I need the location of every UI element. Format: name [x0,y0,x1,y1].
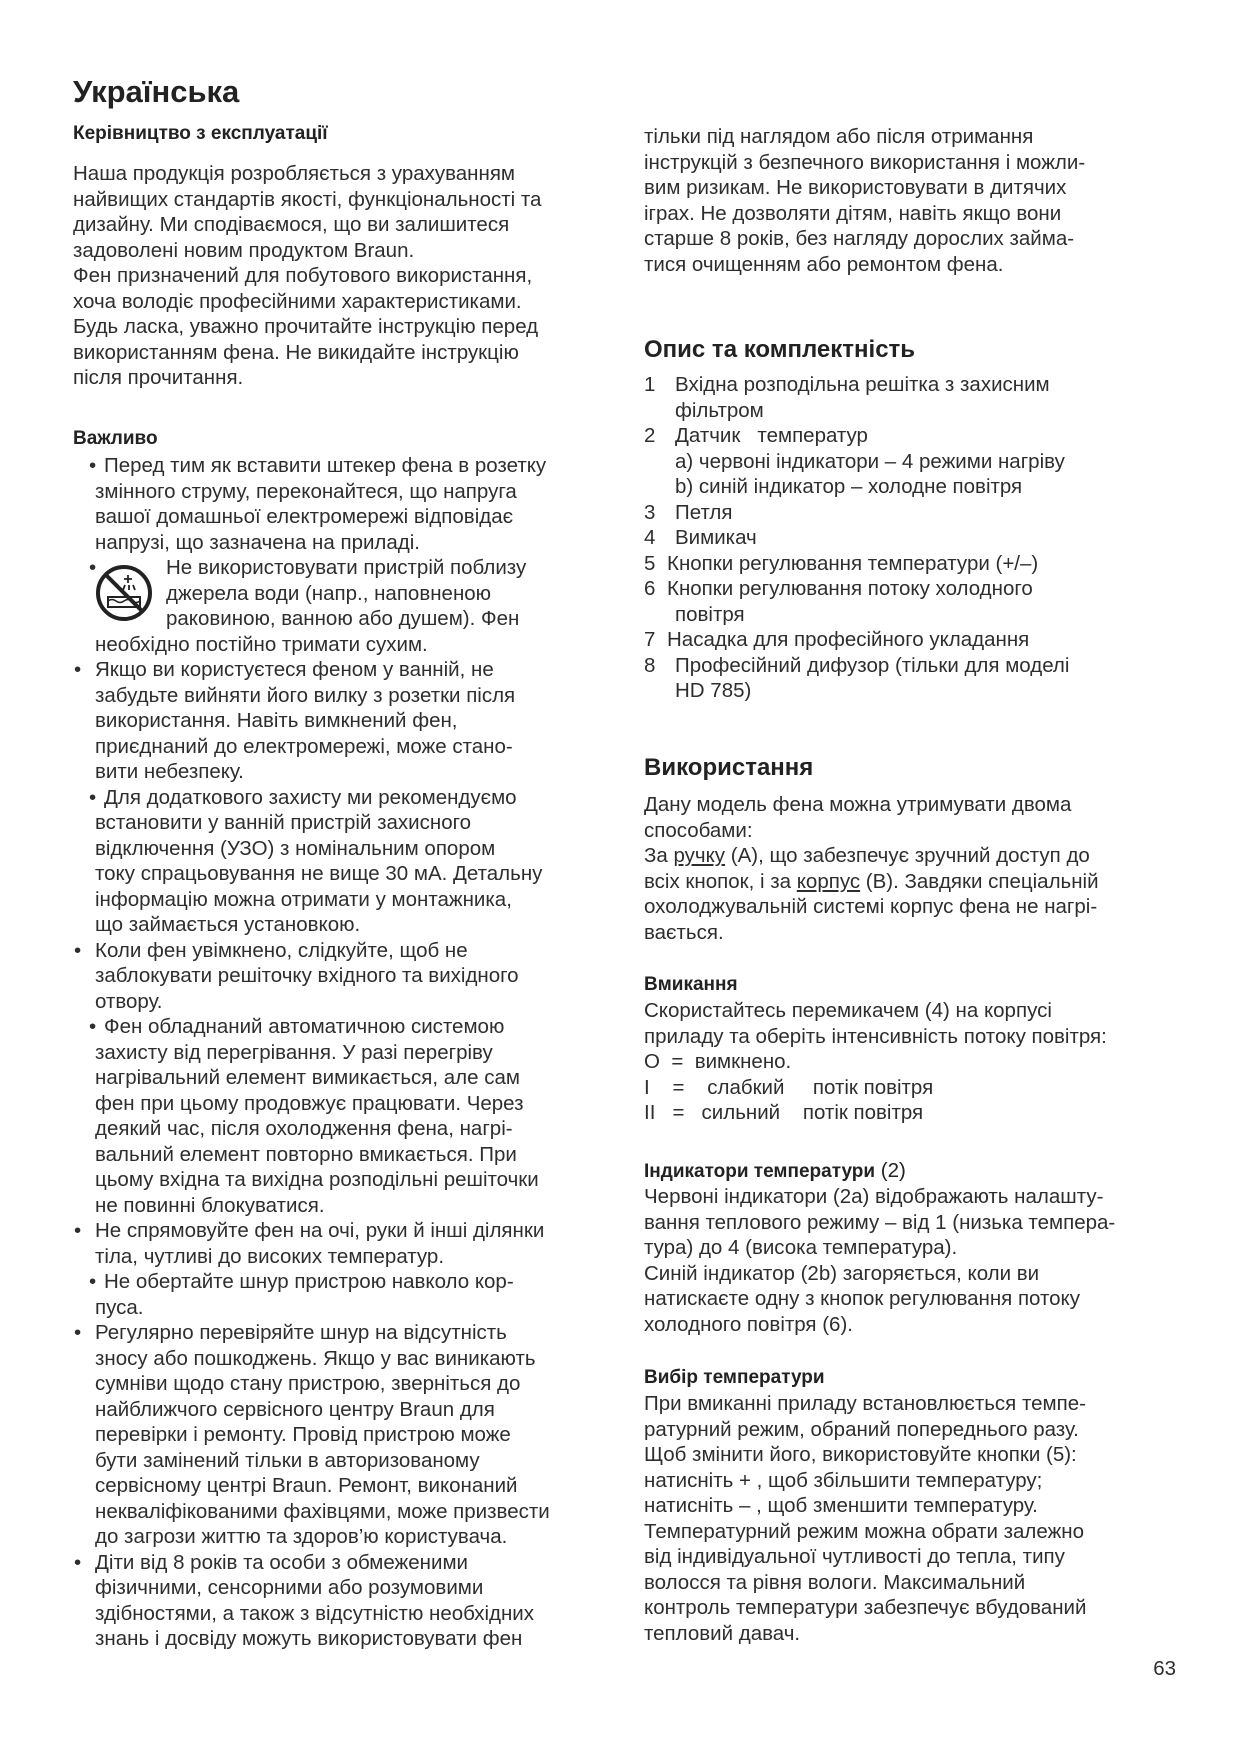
text-segment: Діти від 8 років та особи з обмеженими [95,1550,468,1574]
item-number: 8 [644,653,656,677]
item-number: 2 [644,424,656,447]
indicators-paragraph [644,1184,1115,1337]
text-line: I = слабкий потік повітря [644,1075,934,1099]
text-line [644,398,1184,424]
parts-list-item [644,423,1184,500]
text-line: дизайну. Ми сподіваємося, що ви залишитеся [73,213,510,236]
item-number: 3 [644,500,656,524]
text-line: перевірки і ремонту. Провід пристрою може [95,1423,511,1446]
text-line: ратурний режим, обраний попереднього разу. [644,1417,1079,1441]
text-segment: Не використовувати пристрій поблизу [166,556,527,579]
text-line: задоволені новим продуктом Braun. [73,238,415,262]
item-text: Вимикач [675,526,757,549]
important-heading: Важливо [73,428,158,449]
bullet-icon: • [74,1219,82,1242]
subtitle: Керівництво з експлуатації [73,123,328,144]
parts-list-item [644,372,1184,423]
text-line: вання теплового режиму – від 1 (низька темпера- [644,1210,1116,1234]
text-line: інструкцій з безпечного використання і можли- [644,150,1086,174]
bullet-icon: • [89,1270,97,1293]
usage-heading: Використання [644,754,814,781]
text-line [644,474,1184,500]
text-segment: Якщо ви користуєтеся феном у ванній, не [95,658,494,681]
text-line: сумніви щодо стану пристрою, зверніться до [95,1372,521,1395]
text-line: використанням фена. Не викидайте інструкцію [73,340,519,364]
parts-list-item [644,525,1184,551]
parts-list-item [644,627,1184,653]
text-line: Скористайтесь перемикачем (4) на корпусі [644,999,1052,1022]
item-text: Датчик температур [675,424,868,447]
text-line: вим ризикам. Не використовувати в дитячих [644,176,1067,199]
text-line: Будь ласка, уважно прочитайте інструкцію перед [73,315,539,338]
bullet-item [73,657,613,785]
text-line: відключення (УЗО) з номінальним опором [95,836,496,860]
text-line [73,1218,613,1244]
text-line: некваліфікованими фахівцями, може призвести [95,1499,550,1523]
bullet-item [73,1550,613,1652]
text-line: іграх. Не дозволяти дітям, навіть якщо вони [644,201,1062,225]
usage-paragraph [644,792,1099,945]
text-line: натисніть + , щоб збільшити температуру; [644,1468,1043,1492]
text-line: інформацію можна отримати у монтажника, [95,887,512,911]
bullet-item [73,1320,613,1550]
bullet-icon: • [74,938,82,962]
text-line [73,1269,613,1295]
text-line: Синій індикатор (2b) загоряється, коли ви [644,1261,1040,1285]
item-number: 7 [644,628,656,651]
text-segment: Для додаткового захисту ми рекомендуємо [104,785,517,809]
text-line [644,525,1184,551]
text-line: приєднаний до електромережі, може стано- [95,734,513,758]
text-line [73,785,613,811]
text-segment: Фен обладнаний автоматичною системою [104,1015,505,1038]
text-line: від індивідуальної чутливості до тепла, типу [644,1545,1065,1568]
text-line: не повинні блокуватися. [95,1193,325,1217]
text-line: бути замінений тільки в авторизованому [95,1448,480,1472]
text-line: тільки під наглядом або після отримання [644,125,1034,148]
text-line: використання. Навіть вимкнений фен, [95,709,458,732]
text-line: Дану модель фена можна утримувати двома [644,793,1072,816]
text-line [644,372,1184,398]
underlined-term: корпус [796,869,861,893]
text-line: тися очищенням або ремонтом фена. [644,252,1004,276]
text-line [644,653,1184,679]
bullet-item [73,555,613,657]
text-line: охолоджувальній системі корпус фена не нагрі- [644,895,1098,918]
item-text: a) червоні індикатори – 4 режими нагріву [675,449,1065,473]
text-line [73,938,613,964]
bullet-icon: • [74,1550,82,1574]
text-line: змінного струму, переконайтеся, що напруга [95,479,517,503]
bullet-item [73,1269,613,1320]
text-segment: (A), що забезпечує зручний доступ до [725,844,1090,867]
text-line: знань і досвіду можуть використовувати фен [95,1627,523,1650]
page-title: Українська [73,74,240,109]
text-line [73,555,613,581]
text-line [644,449,1184,475]
text-line [73,453,613,479]
text-line: фізичними, сенсорними або розумовими [95,1576,484,1599]
item-text: Вхідна розподільна решітка з захисним [675,373,1050,396]
text-line [644,602,1184,628]
item-text: b) синій індикатор – холодне повітря [675,475,1023,498]
text-line [644,576,1184,602]
text-line: току спрацьовування не вище 30 мА. Детальну [95,862,543,885]
item-text: повітря [675,602,745,626]
text-line [644,843,1099,869]
bullet-icon: • [89,1015,97,1038]
indicators-heading-text: Індикатори температури [644,1161,876,1182]
text-line: Червоні індикатори (2a) відображають налашту- [644,1185,1104,1208]
item-text: Кнопки регулювання потоку холодного [667,577,1033,600]
text-line: найвищих стандартів якості, функціональності та [73,187,542,211]
temperature-paragraph [644,1391,1086,1646]
text-line: вається. [644,920,724,944]
bullet-icon: • [89,556,97,579]
page-number: 63 [1153,1657,1176,1680]
text-line [644,869,1099,895]
text-line: тура) до 4 (висока температура). [644,1236,958,1259]
description-heading: Опис та комплектність [644,336,916,363]
text-line: способами: [644,818,753,842]
text-line: Температурний режим можна обрати залежно [644,1519,1084,1543]
text-line: Наша продукція розробляється з урахуванням [73,162,516,185]
text-line: волосся та рівня вологи. Максимальний [644,1570,1026,1594]
indicators-heading [644,1158,906,1185]
text-line: заблокувати решіточку вхідного та вихідного [95,964,519,987]
temperature-heading: Вибір температури [644,1367,825,1388]
text-segment: (B). Завдяки спеціальній [860,869,1099,893]
text-line [644,627,1184,653]
continuation-paragraph [644,124,1085,277]
text-segment: Не спрямовуйте фен на очі, руки й інші ділянки [95,1219,545,1242]
text-segment: Коли фен увімкнено, слідкуйте, щоб не [95,938,468,962]
text-line: тіла, чутливі до високих температур. [95,1244,445,1268]
bullet-icon: • [89,454,97,477]
item-text: Петля [675,500,733,524]
item-text: фільтром [675,398,764,422]
safety-bullets [73,453,613,1652]
text-line: Щоб змінити його, використовуйте кнопки (5): [644,1443,1077,1466]
item-text: Насадка для професійного укладання [667,628,1030,651]
text-line: вашої домашньої електромережі відповідає [95,505,514,528]
text-line: натискаєте одну з кнопок регулювання потоку [644,1287,1081,1310]
text-line [644,551,1184,577]
text-line: деякий час, після охолодження фена, нагрі- [95,1117,513,1140]
item-text: HD 785) [675,679,752,702]
text-line: контроль температури забезпечує вбудований [644,1596,1087,1619]
text-line: приладу та оберіть інтенсивність потоку повітря: [644,1024,1107,1048]
text-line: вальний елемент повторно вмикається. При [95,1142,517,1166]
text-line: напрузі, що зазначена на приладі. [95,530,421,554]
text-line: Фен призначений для побутового використання, [73,264,533,287]
text-line: пуса. [95,1295,144,1319]
bullet-item [73,453,613,555]
item-number: 1 [644,373,656,396]
bullet-item [73,1014,613,1218]
bullet-item [73,1218,613,1269]
parts-list-item [644,576,1184,627]
text-line: вити небезпеку. [95,760,244,783]
no-water-icon [94,563,154,623]
text-line: раковиною, ванною або душем). Фен [166,607,520,630]
text-segment: Не обертайте шнур пристрою навколо кор- [104,1270,514,1293]
parts-list [644,372,1184,704]
text-segment: За [644,844,674,867]
text-line: хоча володіє професійними характеристиками. [73,289,522,313]
text-segment: всіх кнопок, і за [644,869,797,893]
text-line: фен при цьому продовжує працювати. Через [95,1091,524,1115]
text-line [73,1014,613,1040]
bullet-item [73,938,613,1015]
indicators-heading-ref: (2) [875,1159,906,1182]
text-line: O = вимкнено. [644,1050,792,1073]
text-line: натисніть – , щоб зменшити температуру. [644,1494,1038,1517]
text-line [73,1320,613,1346]
bullet-icon: • [89,785,97,809]
text-line: При вмиканні приладу встановлюється темпе- [644,1392,1086,1415]
parts-list-item [644,551,1184,577]
text-line: зносу або пошкоджень. Якщо у вас виникають [95,1346,536,1370]
intro-paragraph [73,161,541,391]
text-line [73,657,613,683]
text-line: II = сильний потік повітря [644,1101,924,1124]
text-line: забудьте вийняти його вилку з розетки після [95,683,516,707]
bullet-icon: • [74,1321,82,1344]
item-number: 4 [644,526,656,549]
item-number: 6 [644,577,656,600]
text-line [644,423,1184,449]
bullet-icon: • [74,658,82,681]
switch-paragraph [644,998,1107,1126]
text-line: отвору. [95,989,163,1013]
text-line: що займається установкою. [95,913,361,936]
switch-heading: Вмикання [644,974,738,995]
underlined-term: ручку [673,844,726,867]
text-line: здібностями, а також з відсутністю необхідних [95,1601,534,1625]
text-line: до загрози життю та здоров’ю користувача. [95,1525,508,1548]
text-line: старше 8 років, без нагляду дорослих займа- [644,227,1075,250]
text-line: цьому вхідна та вихідна розподільні решіточки [95,1168,539,1191]
text-line: сервісному центрі Braun. Ремонт, виконаний [95,1474,518,1497]
bullet-item [73,785,613,938]
parts-list-item [644,653,1184,704]
item-text: Кнопки регулювання температури (+/–) [667,551,1039,575]
text-segment: Регулярно перевіряйте шнур на відсутність [95,1321,507,1344]
item-text: Професійний дифузор (тільки для моделі [675,653,1070,677]
parts-list-item [644,500,1184,526]
text-line: захисту від перегрівання. У разі перегріву [95,1040,493,1064]
text-line: після прочитання. [73,366,244,389]
item-number: 5 [644,551,656,575]
text-line: джерела води (напр., наповненою [166,581,492,605]
text-line: необхідно постійно тримати сухим. [95,632,428,656]
text-line: встановити у ванній пристрій захисного [95,811,472,834]
text-line [644,678,1184,704]
text-line [644,500,1184,526]
text-line [73,1550,613,1576]
text-line: найближчого сервісного центру Braun для [95,1397,495,1421]
text-line: нагрівальний елемент вимикається, але сам [95,1066,520,1089]
text-line: холодного повітря (6). [644,1312,853,1336]
text-segment: Перед тим як вставити штекер фена в розетку [104,454,547,477]
text-line: тепловий давач. [644,1621,801,1645]
